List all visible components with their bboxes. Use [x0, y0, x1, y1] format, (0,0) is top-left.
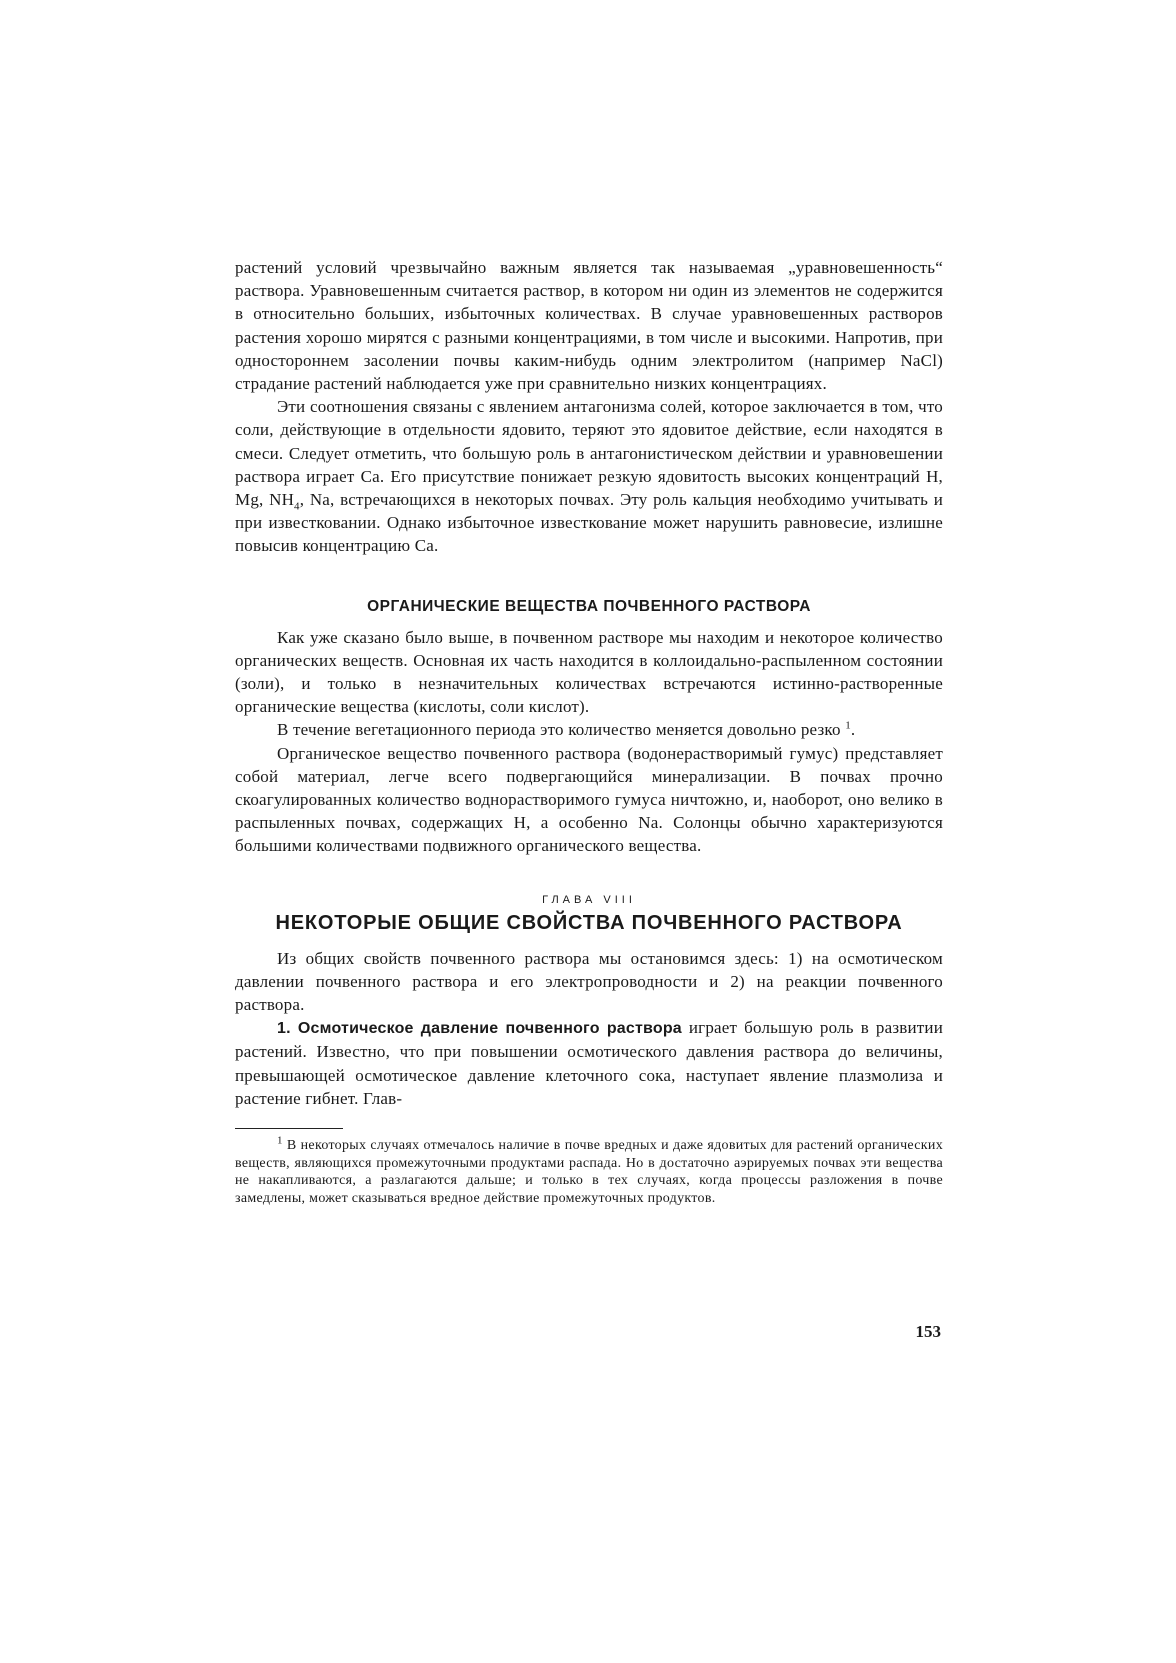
chapter-label: ГЛАВА VIII: [542, 893, 636, 906]
osmotic-heading: 1. Осмотическое давление почвенного раствора: [277, 1020, 682, 1038]
paragraph-organic-1: Как уже сказано было выше, в почвенном растворе мы находим и некоторое количество органических веществ. Основная их часть находится в коллоидально-распыленном состоянии (золи), и только в незначительных количествах встречаются истинно-растворенные органические вещества (кислоты, соли кислот).: [235, 627, 943, 717]
footnote: [235, 1134, 943, 1207]
paragraph-antagonism-text-b: , Na, встречающихся в некоторых почвах. Эту роль кальция необходимо учитывать и при известковании. Однако избыточное известкование может нарушить равновесие, излишне повысив концентрацию Са.: [235, 490, 943, 556]
page-body: [235, 256, 943, 1207]
paragraph-organic-2: [235, 718, 943, 741]
paragraph-organic-3: Органическое вещество почвенного раствора (водонерастворимый гумус) представляет собой материал, легче всего подвергающийся минерализации. В почвах прочно скоагулированных количество воднорастворимого гумуса ничтожно, и, наоборот, оно велико в распыленных почвах, содержащих Н, а особенно Na. Солонцы обычно характеризуются большими количествами подвижного органического вещества.: [235, 743, 943, 856]
osmotic-text: играет большую роль в развитии растений. Известно, что при повышении осмотического давления раствора до величины, превышающей осмотическое давление клеточного сока, наступает явление плазмолиза и растение гибнет. Глав-: [235, 1018, 943, 1108]
paragraph-organic-2-text: В течение вегетационного периода это количество меняется довольно резко: [277, 720, 841, 740]
footnote-marker: 1: [277, 1134, 283, 1147]
paragraph-organic-2-end: .: [850, 720, 856, 740]
paragraph-osmotic: [235, 1016, 943, 1110]
footnote-text: В некоторых случаях отмечалось наличие в почве вредных и даже ядовитых для растений органических веществ, являющихся промежуточными продуктами распада. Но в достаточно аэрируемых почвах эти вещества не накапливаются, а разлагаются дальше; и только в тех случаях, когда процессы разложения в почве замедлены, может сказываться вредное действие промежуточных продуктов.: [235, 1138, 943, 1206]
paragraph-antagonism: [235, 395, 943, 557]
footnote-reference: 1: [845, 719, 851, 732]
page-number: 153: [915, 1322, 941, 1341]
paragraph-continuation: растений условий чрезвычайно важным является так называемая „уравновешенность“ раствора. Уравновешенным считается раствор, в котором ни один из элементов не содержится в относительно больших, избыточных количествах. В случае уравновешенных растворов растения хорошо мирятся с разными концентрациями, в том числе и высокими. Напротив, при одностороннем засолении почвы каким-нибудь одним электролитом (например NaCl) страдание растений наблюдается уже при сравнительно низких концентрациях.: [235, 258, 943, 394]
paragraph-chapter-intro: Из общих свойств почвенного раствора мы остановимся здесь: 1) на осмотическом давлении почвенного раствора и его электропроводности и 2) на реакции почвенного раствора.: [235, 948, 943, 1015]
footnote-divider: [235, 1128, 343, 1129]
chapter-title: НЕКОТОРЫЕ ОБЩИЕ СВОЙСТВА ПОЧВЕННОГО РАСТВОРА: [275, 911, 903, 934]
section-title: ОРГАНИЧЕСКИЕ ВЕЩЕСТВА ПОЧВЕННОГО РАСТВОРА: [367, 597, 811, 615]
subscript-nh4: 4: [294, 500, 300, 513]
paragraph-antagonism-text-a: Эти соотношения связаны с явлением антагонизма солей, которое заключается в том, что соли, действующие в отдельности ядовито, теряют это ядовитое действие, если находятся в смеси. Следует отметить, что большую роль в антагонистическом действии и уравновешении раствора играет Са. Его присутствие понижает резкую ядовитость высоких концентраций Н, Mg, NH: [235, 397, 943, 510]
